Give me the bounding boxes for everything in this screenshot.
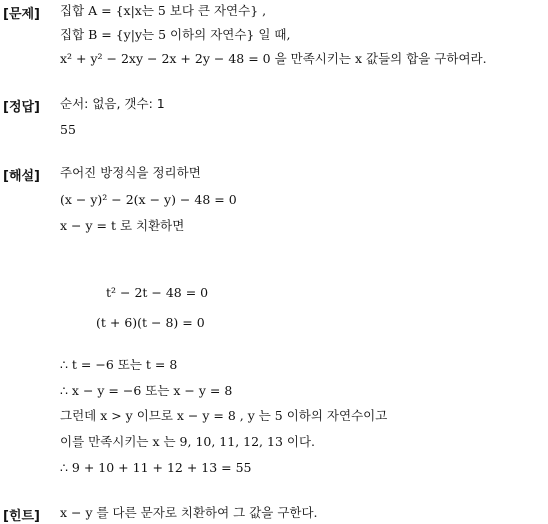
solution-label: [해설]: [3, 169, 40, 184]
solution-line-6: 그런데 x > y 이므로 x − y = 8 , y 는 5 이하의 자연수이고: [60, 408, 388, 423]
problem-line-3: x² + y² − 2xy − 2x + 2y − 48 = 0 을 만족시키는 x 값들의 합을 구하여라.: [60, 51, 487, 66]
solution-line-1: 주어진 방정식을 정리하면: [60, 165, 201, 180]
answer-line-1: 순서: 없음, 갯수: 1: [60, 96, 165, 111]
solution-line-2: (x − y)² − 2(x − y) − 48 = 0: [60, 192, 237, 207]
problem-line-2: 집합 B = {y|y는 5 이하의 자연수} 일 때,: [60, 27, 291, 42]
solution-line-3: x − y = t 로 치환하면: [60, 218, 185, 233]
solution-equation-1: t² − 2t − 48 = 0: [106, 285, 209, 300]
problem-line-1: 집합 A = {x|x는 5 보다 큰 자연수} ,: [60, 3, 267, 18]
solution-line-7: 이를 만족시키는 x 는 9, 10, 11, 12, 13 이다.: [60, 434, 316, 449]
hint-label: [힌트]: [3, 509, 40, 524]
solution-equation-2: (t + 6)(t − 8) = 0: [96, 315, 205, 330]
problem-label: [문제]: [3, 7, 40, 22]
answer-label: [정답]: [3, 100, 40, 115]
solution-line-4: ∴ t = −6 또는 t = 8: [60, 357, 178, 372]
solution-line-8: ∴ 9 + 10 + 11 + 12 + 13 = 55: [60, 460, 252, 475]
answer-value: 55: [60, 122, 76, 137]
hint-line-1: x − y 를 다른 문자로 치환하여 그 값을 구한다.: [60, 505, 318, 520]
solution-line-5: ∴ x − y = −6 또는 x − y = 8: [60, 383, 233, 398]
